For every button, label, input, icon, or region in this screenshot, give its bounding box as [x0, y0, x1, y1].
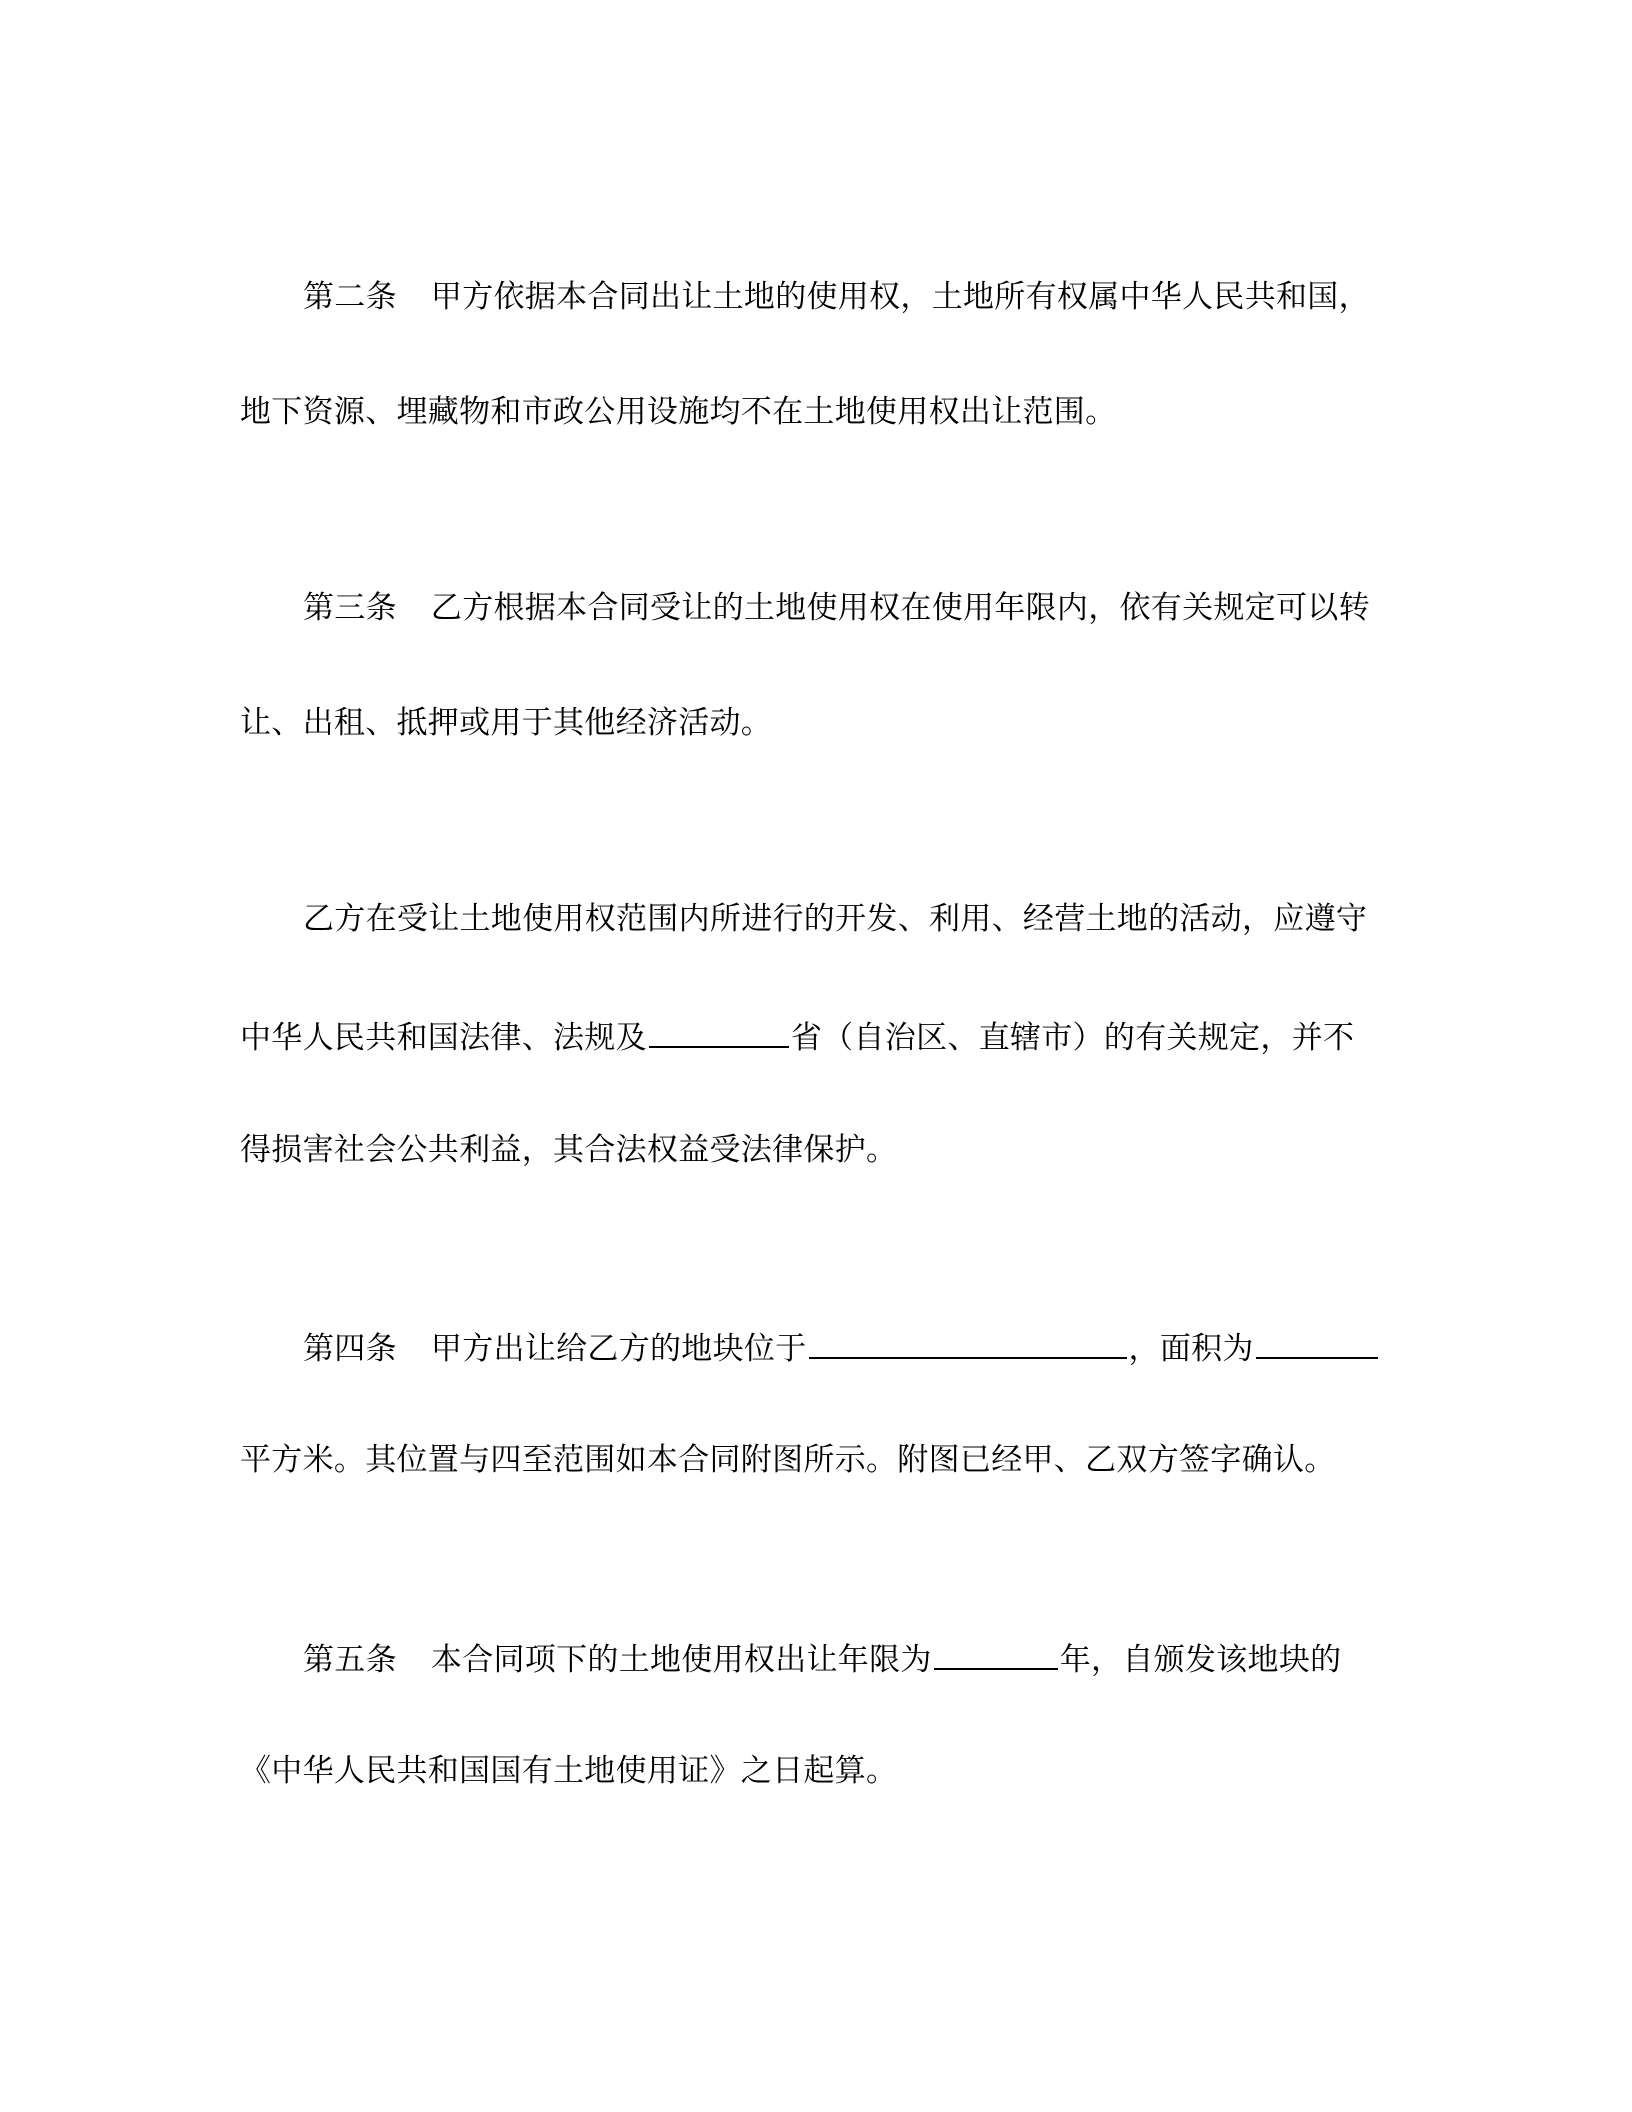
article-2-line-2 [240, 392, 1116, 432]
article-5-text-1b: 年，自颁发该地块的 [1059, 1642, 1342, 1678]
paragraph-text-3: 得损害社会公共利益，其合法权益受法律保护。 [240, 1132, 898, 1168]
paragraph-line-3 [240, 1130, 897, 1170]
article-4-text-2: 平方米。其位置与四至范围如本合同附图所示。附图已经甲、乙双方签字确认。 [240, 1442, 1336, 1478]
article-3-line-1 [303, 588, 1370, 628]
article-2-text-1: 甲方依据本合同出让土地的使用权，土地所有权属中华人民共和国， [430, 279, 1370, 315]
article-2-line-1 [303, 277, 1370, 317]
article-5-text-1a: 本合同项下的土地使用权出让年限为 [430, 1642, 932, 1678]
article-3-label: 第三条 [303, 590, 397, 626]
article-4-label: 第四条 [303, 1331, 397, 1367]
paragraph-line-2 [240, 1014, 1354, 1058]
location-blank [809, 1325, 1127, 1359]
article-5-label: 第五条 [303, 1642, 397, 1678]
article-4-text-1b: ，面积为 [1128, 1331, 1254, 1367]
article-4-line-2 [240, 1440, 1336, 1480]
area-blank [1256, 1325, 1378, 1359]
article-2-label: 第二条 [303, 279, 397, 315]
paragraph-text-1: 乙方在受让土地使用权范围内所进行的开发、利用、经营土地的活动，应遵守 [303, 901, 1368, 937]
article-5-line-2 [240, 1751, 897, 1791]
article-3-line-2 [240, 703, 772, 743]
paragraph-text-2a: 中华人民共和国法律、法规及 [240, 1020, 647, 1056]
article-3-text-2: 让、出租、抵押或用于其他经济活动。 [240, 705, 773, 741]
article-5-text-2: 《中华人民共和国国有土地使用证》之日起算。 [240, 1753, 898, 1789]
article-3-text-1: 乙方根据本合同受让的土地使用权在使用年限内，依有关规定可以转 [430, 590, 1370, 626]
term-years-blank [934, 1636, 1058, 1670]
province-blank [649, 1014, 789, 1048]
article-4-line-1 [303, 1325, 1380, 1369]
article-5-line-1 [303, 1636, 1341, 1680]
article-4-text-1a: 甲方出让给乙方的地块位于 [430, 1331, 807, 1367]
paragraph-line-1 [303, 899, 1367, 939]
article-2-text-2: 地下资源、埋藏物和市政公用设施均不在土地使用权出让范围。 [240, 394, 1117, 430]
paragraph-text-2b: 省（自治区、直辖市）的有关规定，并不 [790, 1020, 1355, 1056]
